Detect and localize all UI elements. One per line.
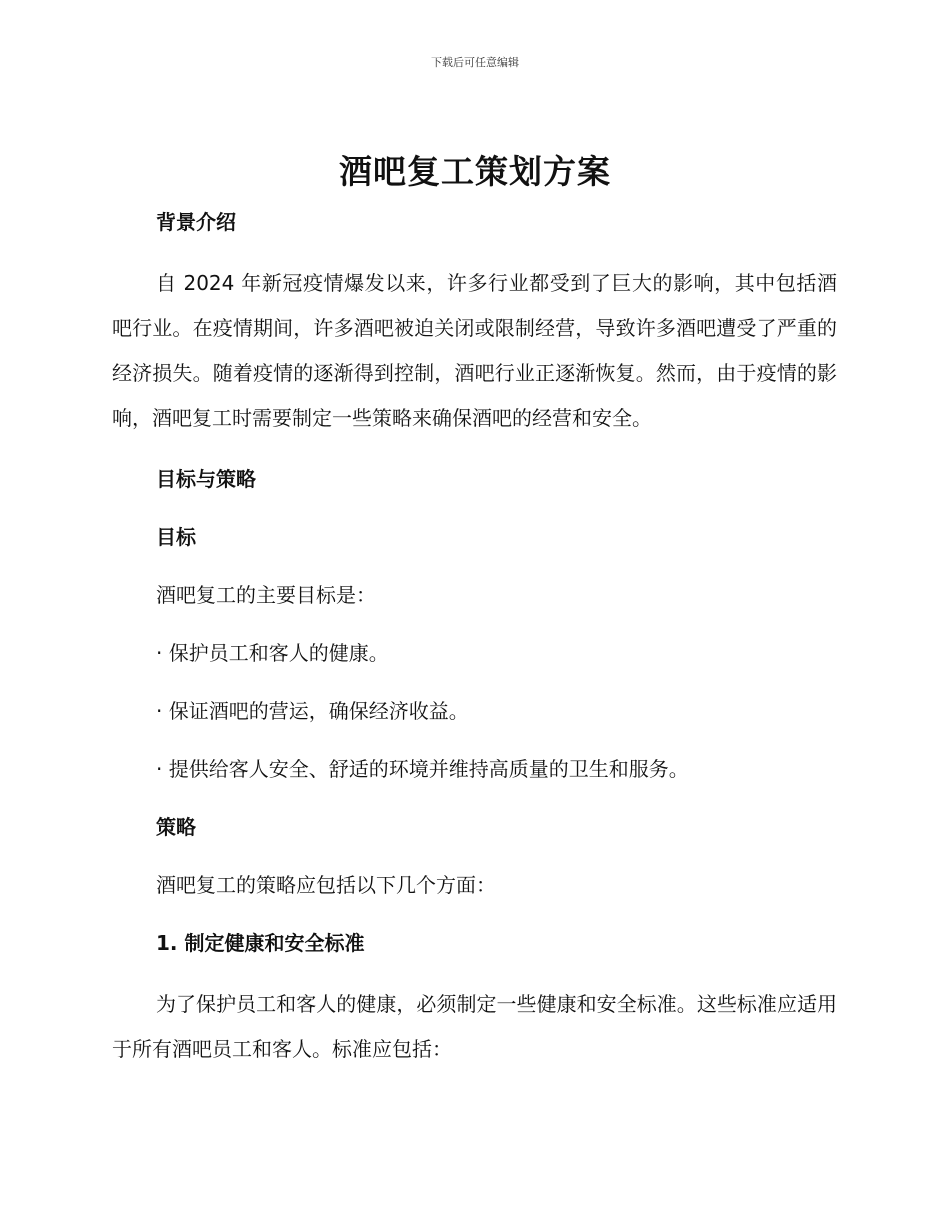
background-paragraph: 自 2024 年新冠疫情爆发以来，许多行业都受到了巨大的影响，其中包括酒吧行业。在疫情期间，许多酒吧被迫关闭或限制经营，导致许多酒吧遭受了严重的经济损失。随着疫情的逐渐得到控制，酒吧行业正逐渐恢复。然而，由于疫情的影响，酒吧复工时需要制定一些策略来确保酒吧的经营和安全。	[112, 271, 837, 430]
goals-intro: 酒吧复工的主要目标是：	[156, 583, 376, 607]
strategy-1-heading: 1. 制定健康和安全标准	[156, 931, 365, 955]
strategy-1-paragraph: 为了保护员工和客人的健康，必须制定一些健康和安全标准。这些标准应适用于所有酒吧员工和客人。标准应包括：	[112, 992, 837, 1061]
strategy-intro: 酒吧复工的策略应包括以下几个方面：	[156, 873, 496, 897]
document-body	[112, 203, 837, 1072]
subsection-heading-goals: 目标	[156, 525, 196, 549]
goal-item: · 保护员工和客人的健康。	[156, 641, 389, 665]
goal-item: · 保证酒吧的营运，确保经济收益。	[156, 699, 469, 723]
document-title: 酒吧复工策划方案	[339, 152, 611, 191]
goal-item: · 提供给客人安全、舒适的环境并维持高质量的卫生和服务。	[156, 757, 689, 781]
subsection-heading-strategy: 策略	[156, 815, 196, 839]
section-heading-background: 背景介绍	[156, 210, 236, 234]
page-header-note: 下载后可任意编辑	[431, 56, 519, 69]
section-heading-goals-strategy: 目标与策略	[156, 467, 256, 491]
